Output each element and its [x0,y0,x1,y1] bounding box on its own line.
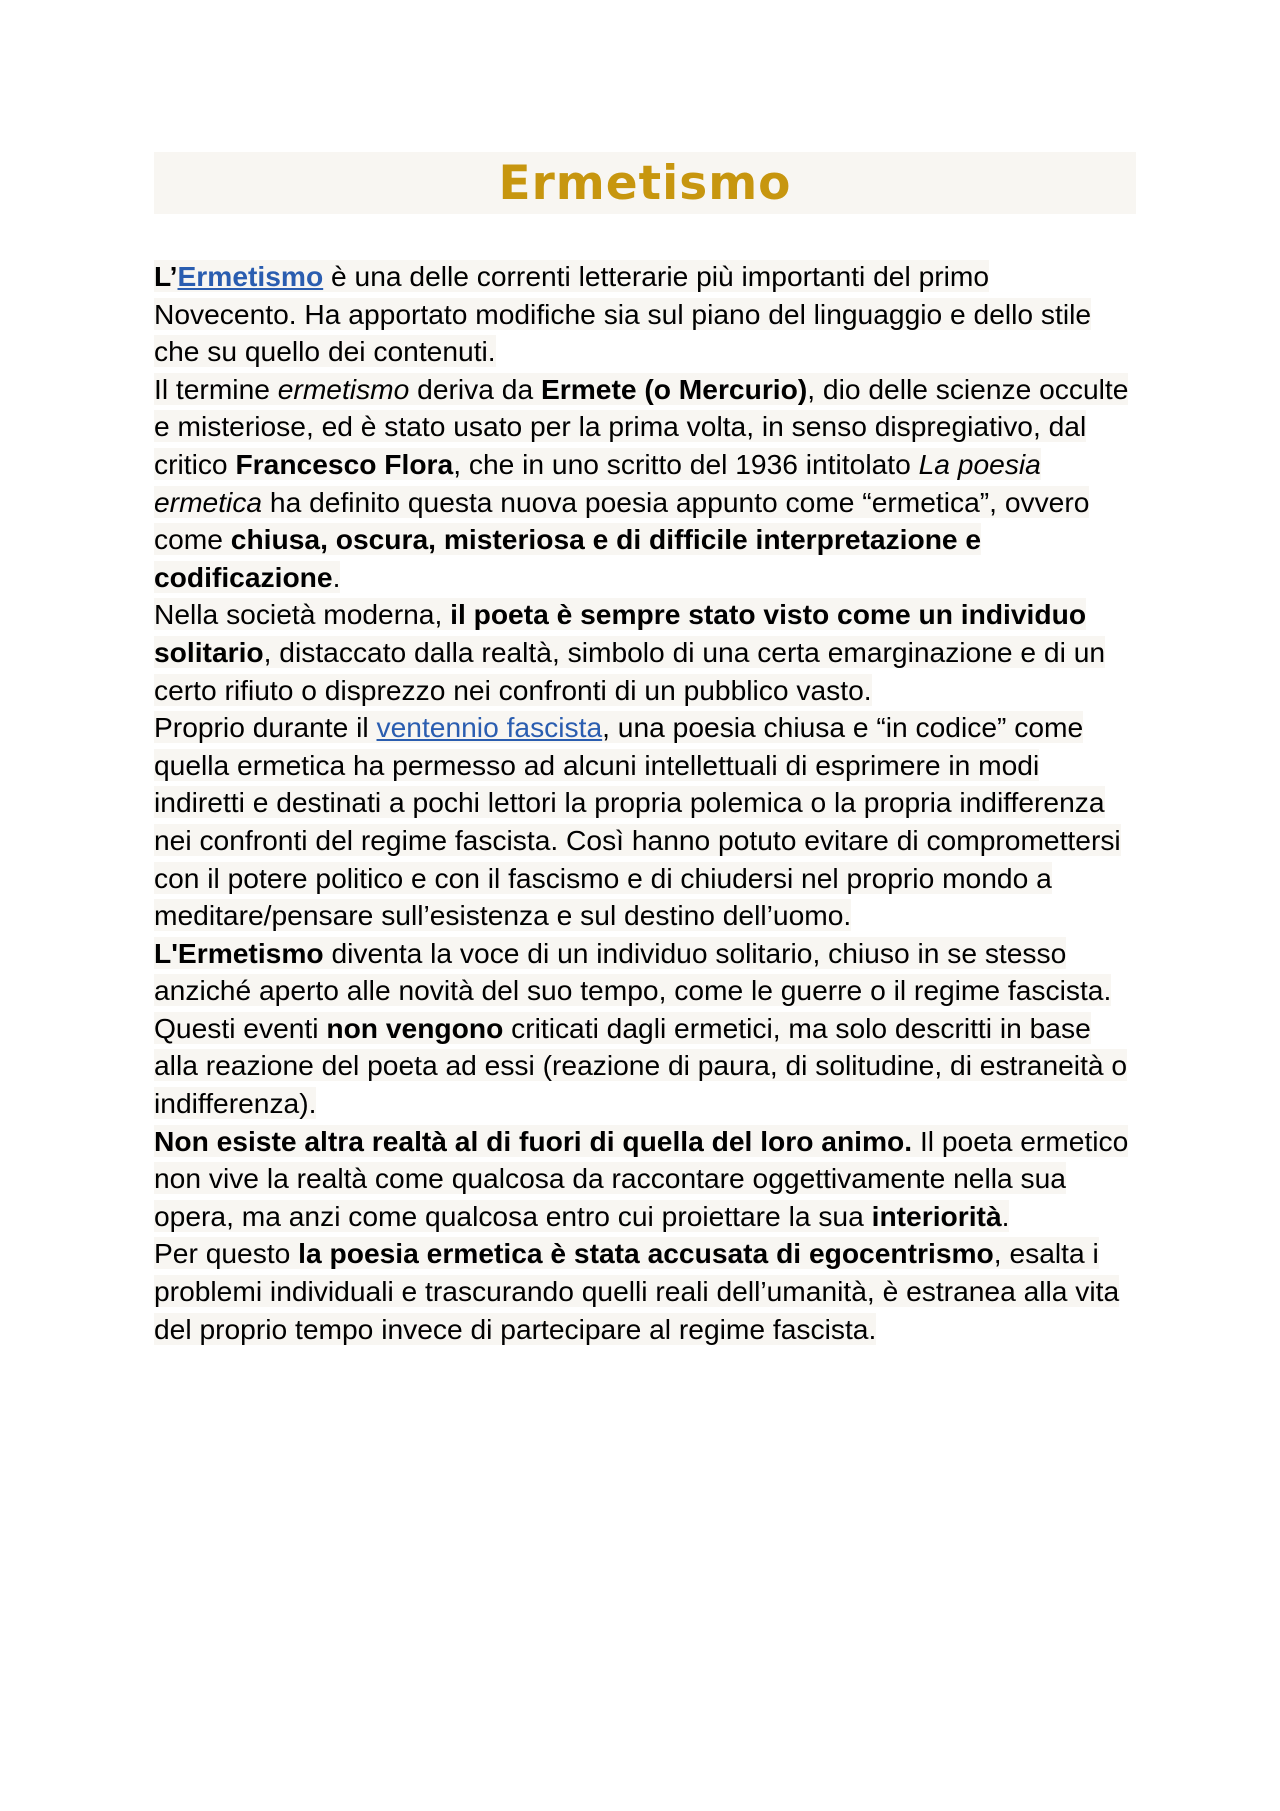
text-bold: Ermete (o Mercurio) [540,372,808,405]
text-run: Per questo [154,1237,299,1270]
text-bold: Non esiste altra realtà al di fuori di quella del loro animo. [154,1124,913,1157]
document-page [154,152,1136,1348]
text-bold: interiorità [871,1199,1002,1232]
text-bold: chiusa, oscura, misteriosa e di difficile interpretazione e codificazione [154,523,982,593]
text-italic: ermetismo [277,372,410,405]
text-run: , distaccato dalla realtà, simbolo di una certa emarginazione e di un certo rifiuto o disprezzo nei confronti di un pubblico vasto. [154,635,1106,706]
paragraph-origin [154,371,1136,597]
link-ermetismo[interactable]: Ermetismo [177,260,324,292]
paragraph-society [154,596,1136,709]
paragraph-voice [154,935,1136,1010]
paragraph-egocentrism [154,1235,1136,1348]
text-run: , dio delle scienze occulte e misteriose, ed è stato usato per la prima volta, in senso dispregiativo, dal critico [154,372,1129,480]
text-run: ha definito questa nuova poesia appunto come “ermetica”, ovvero come [154,485,1090,556]
text-run: criticati dagli ermetici, ma solo descritti in base alla reazione del poeta ad essi (reazione di paura, di solitudine, di estraneità o indifferenza). [154,1011,1128,1120]
link-ventennio-fascista[interactable]: ventennio fascista [376,711,603,744]
text-run: . [332,560,341,593]
text-italic: La poesia ermetica [154,447,1041,518]
document-title: Ermetismo [498,155,792,211]
text-bold: non vengono [326,1011,504,1044]
text-run: diventa la voce di un individuo solitario, chiuso in se stesso anziché aperto alle novità del suo tempo, come le guerre o il regime fascista. [154,936,1112,1007]
paragraph-fascism [154,709,1136,935]
text-run: , che in uno scritto del 1936 intitolato [453,447,919,480]
text-bold: il poeta è sempre stato visto come un individuo solitario [154,598,1087,668]
paragraph-events [154,1010,1136,1123]
text-run: Nella società moderna, [154,598,451,631]
paragraph-intro [154,258,1136,371]
text-bold: L'Ermetismo [154,936,324,969]
text-run: Il poeta ermetico non vive la realtà come qualcosa da raccontare oggettivamente nella sua opera, ma anzi come qualcosa entro cui proiettare la sua [154,1124,1129,1232]
text-run: . [1001,1199,1010,1232]
text-run: deriva da [409,372,541,405]
text-run: Proprio durante il [154,711,377,744]
text-run: Questi eventi [154,1011,327,1044]
text-run: , una poesia chiusa e “in codice” come quella ermetica ha permesso ad alcuni intellettuali di esprimere in modi indiretti e destinati a pochi lettori la propria polemica o la propria indifferenza nei confronti del regime fascista. Così hanno potuto evitare di compromettersi con il potere politico e con il fascismo e di chiudersi nel proprio mondo a meditare/pensare sull’esistenza e sul destino dell’uomo. [154,711,1121,932]
text-bold: la poesia ermetica è stata accusata di egocentrismo [298,1237,994,1270]
text-run: , esalta i problemi individuali e trascurando quelli reali dell’umanità, è estranea alla vita del proprio tempo invece di partecipare al regime fascista. [154,1237,1120,1345]
document-body [154,258,1136,1348]
text-run: L’ [154,260,178,292]
text-bold: Francesco Flora [235,447,454,480]
title-band [154,152,1136,214]
paragraph-reality [154,1123,1136,1236]
text-run: Il termine [154,372,278,405]
text-run: è una delle correnti letterarie più importanti del primo Novecento. Ha apportato modifiche sia sul piano del linguaggio e dello stile che su quello dei contenuti. [154,260,1092,368]
